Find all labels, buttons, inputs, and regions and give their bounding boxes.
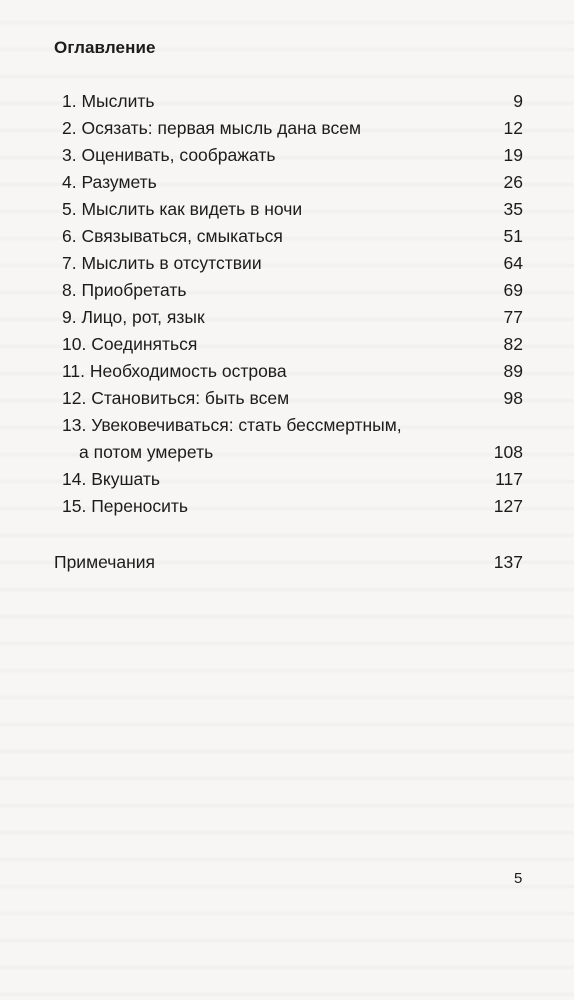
toc-entry-title: 11. Необходимость острова	[62, 361, 287, 381]
toc-entry-page: 12	[503, 118, 523, 138]
toc-entry-page: 108	[493, 442, 523, 462]
toc-entry-page: 26	[503, 172, 523, 192]
toc-entry-page: 82	[503, 334, 523, 354]
toc-entry-title: 4. Разуметь	[62, 172, 157, 192]
toc-notes-title: Примечания	[54, 552, 156, 572]
toc-entry-title: 1. Мыслить	[62, 91, 155, 111]
toc-entry-title: 7. Мыслить в отсутствии	[62, 253, 262, 273]
page-number: 5	[514, 870, 523, 887]
toc-entry-page: 9	[513, 91, 523, 111]
toc-entry-title: 9. Лицо, рот, язык	[62, 307, 205, 327]
toc-entry-title: 10. Соединяться	[62, 334, 198, 354]
toc-entry-page: 51	[503, 226, 523, 246]
toc-entry-page: 64	[503, 253, 523, 273]
toc-entry-title-continuation: а потом умереть	[79, 442, 214, 462]
toc-heading: Оглавление	[54, 38, 156, 57]
toc-entry-page: 98	[503, 388, 523, 408]
toc-list	[62, 88, 523, 520]
toc-entry-title: 13. Увековечиваться: стать бессмертным,	[62, 415, 402, 435]
toc-entry	[62, 115, 523, 142]
toc-entry	[62, 466, 523, 493]
toc-entry	[62, 277, 523, 304]
toc-entry-page: 127	[493, 496, 523, 516]
toc-entry-title: 15. Переносить	[62, 496, 189, 516]
toc-entry-title: 12. Становиться: быть всем	[62, 388, 290, 408]
toc-entry	[62, 196, 523, 223]
toc-entry-title: 2. Осязать: первая мысль дана всем	[62, 118, 362, 138]
toc-entry-title: 5. Мыслить как видеть в ночи	[62, 199, 303, 219]
toc-entry	[62, 412, 523, 466]
toc-entry-title: 8. Приобретать	[62, 280, 187, 300]
toc-entry-title-block	[62, 412, 402, 466]
toc-entry	[62, 169, 523, 196]
toc-entry	[62, 88, 523, 115]
toc-entry-title: 14. Вкушать	[62, 469, 160, 489]
toc-entry	[62, 223, 523, 250]
toc-entry-page: 35	[503, 199, 523, 219]
toc-entry	[62, 385, 523, 412]
toc-notes-page: 137	[493, 552, 523, 572]
toc-entry	[62, 331, 523, 358]
toc-entry	[62, 304, 523, 331]
toc-entry-title: 3. Оценивать, соображать	[62, 145, 276, 165]
toc-entry-page: 89	[503, 361, 523, 381]
toc-entry-page: 69	[503, 280, 523, 300]
toc-entry	[62, 250, 523, 277]
toc-notes-entry	[54, 549, 523, 576]
toc-entry-title: 6. Связываться, смыкаться	[62, 226, 283, 246]
toc-entry-page: 19	[503, 145, 523, 165]
toc-entry	[62, 142, 523, 169]
toc-entry	[62, 493, 523, 520]
toc-entry	[62, 358, 523, 385]
toc-entry-page: 77	[503, 307, 523, 327]
toc-entry-page: 117	[495, 469, 523, 489]
